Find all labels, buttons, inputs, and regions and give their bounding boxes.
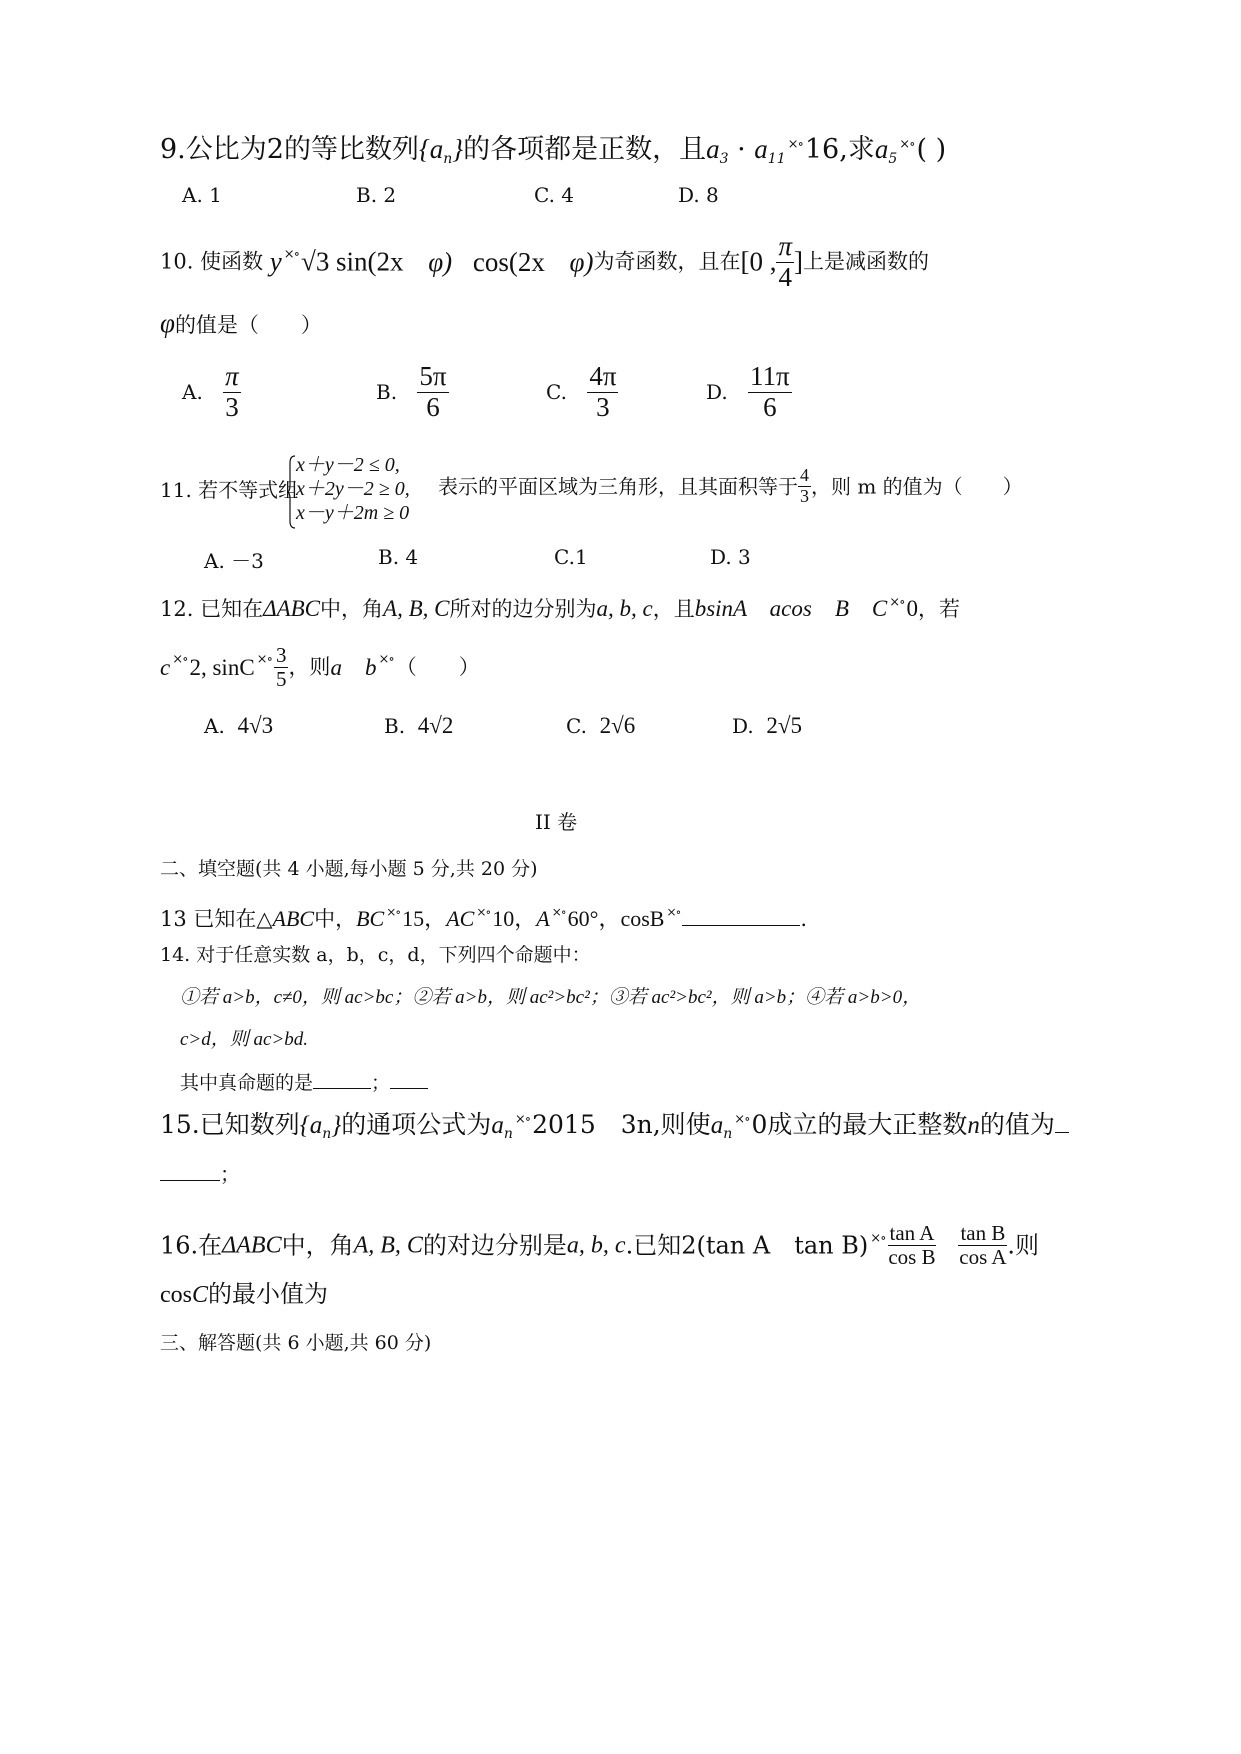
q13-a-val: 60°，	[567, 906, 621, 931]
q12-text: 12. 已知在	[160, 597, 264, 621]
q10-option-c	[546, 362, 618, 422]
q9-a11: a	[754, 134, 768, 164]
q11-four-thirds	[798, 466, 811, 507]
q16-cos: cos	[160, 1282, 192, 1308]
q13-text-2: 中，	[314, 907, 357, 931]
q10-opt-c-den: 3	[596, 391, 610, 422]
q15-text-3: 0成立的最大正整数	[751, 1110, 968, 1139]
question-15	[160, 1112, 1069, 1141]
q14-prompt: 其中真命题的是	[180, 1072, 314, 1094]
q10-opt-d-frac	[748, 362, 792, 422]
q10-line2	[160, 310, 322, 337]
q16-c: C	[192, 1282, 209, 1308]
q10-opt-d-num: 11π	[750, 361, 790, 391]
q10-sin: sin(2x	[336, 246, 404, 277]
q16-frac-2	[958, 1222, 1007, 1269]
q10-option-d	[706, 362, 792, 422]
q12-text-4: ，且	[652, 597, 695, 621]
q9-dot: ·	[728, 134, 755, 165]
q10-y: y	[269, 246, 282, 277]
q16-text-5: .则	[1007, 1231, 1039, 1260]
q10-tail: 上是减函数的	[802, 249, 929, 274]
q15-val: 2015 3n,则使	[532, 1110, 711, 1139]
q15-tail: 的值为	[979, 1110, 1055, 1139]
q10-root: √3	[301, 246, 330, 277]
q16-line-2	[160, 1282, 328, 1307]
q10-opt-a-frac	[223, 362, 241, 422]
question-11-prefix: 11. 若不等式组	[160, 478, 299, 502]
q9-eq-glyph: ×∘	[787, 137, 803, 152]
q15-text: 15.已知数列	[160, 1110, 300, 1139]
question-13	[160, 906, 807, 930]
q10-opt-a-label: A.	[182, 380, 203, 405]
q15-sub-n: n	[322, 1126, 332, 1142]
q15-answer-blank-start[interactable]	[1055, 1114, 1069, 1133]
q11-continued	[438, 466, 1023, 507]
q9-option-a: A. 1	[182, 183, 222, 207]
q12-triangle: ΔABC	[263, 596, 321, 621]
q12-opt-b-val: 4√2	[417, 713, 454, 738]
q14-line-2: ①若 a>b，c≠0，则 ac>bc；②若 a>b，则 ac²>bc²；③若 ac²>bc²，则 a>b；④若 a>b>0，	[180, 987, 922, 1008]
q12-eq-glyph-4: ×∘	[378, 652, 394, 668]
q10-option-b	[376, 362, 449, 422]
q9-a5: a	[874, 134, 889, 164]
q11-option-a: A. －3	[204, 549, 264, 573]
q13-eq-glyph-1: ×∘	[386, 905, 401, 919]
q12-line2	[160, 644, 480, 691]
q12-eq-glyph: ×∘	[889, 595, 905, 610]
q15-sub-n-2: n	[503, 1126, 513, 1142]
q12-sides: a, b, c	[596, 596, 653, 621]
q16-sides: a, b, c	[566, 1232, 626, 1259]
q13-bc: BC	[356, 906, 385, 931]
q10-opt-c-num: 4π	[589, 361, 617, 391]
q16-text-2: 中，角	[281, 1231, 354, 1260]
q12-opt-a-label: A.	[204, 714, 225, 738]
q15-text-2: 的通项公式为	[341, 1110, 492, 1139]
q12-opt-c-val: 2√6	[599, 713, 636, 738]
q12-option-a	[204, 713, 273, 739]
q16-frac-1	[888, 1222, 937, 1269]
q9-sub-3: 3	[719, 151, 729, 167]
section-2-heading: 二、填空题(共 4 小题,每小题 5 分,共 20 分)	[160, 858, 538, 880]
q13-eq-glyph-4: ×∘	[666, 905, 681, 919]
q15-eq-glyph: ×∘	[514, 1112, 531, 1127]
q12-zero: 0	[906, 596, 918, 621]
q9-text: 9.公比为2的等比数列	[160, 134, 419, 165]
q12-option-d	[732, 713, 802, 739]
q10-eq-glyph: ×∘	[283, 246, 300, 262]
q9-text-mid: 的各项都是正数，且	[463, 134, 707, 165]
question-9	[160, 136, 946, 166]
q11-tail: ，则 m 的值为（ ）	[811, 474, 1023, 499]
q11-option-b: B. 4	[378, 545, 419, 569]
q9-eq-glyph-2: ×∘	[899, 137, 915, 152]
q15-eq-glyph-2: ×∘	[734, 1112, 750, 1127]
q10-opt-a-den: 3	[225, 391, 239, 422]
question-16	[160, 1222, 1039, 1269]
q12-c: c	[160, 655, 171, 681]
section-3-heading: 三、解答题(共 6 小题,共 60 分)	[160, 1332, 432, 1354]
q15-sep: ；	[220, 1162, 240, 1186]
part-2-title: II 卷	[535, 810, 578, 834]
q10-opt-c-frac	[587, 362, 618, 422]
q10-pi: π	[778, 231, 792, 261]
q9-a3: a	[706, 134, 720, 164]
q13-tail: .	[800, 907, 808, 931]
q15-sub-n-3: n	[723, 1126, 733, 1142]
q10-line2-phi: φ	[160, 308, 175, 338]
q16-text-min: 的最小值为	[208, 1280, 329, 1308]
q12-text-then: ，则	[288, 655, 331, 680]
q13-bc-val: 15，	[402, 906, 447, 931]
q15-line-2	[160, 1164, 240, 1184]
q12-opt-c-label: C.	[566, 714, 587, 738]
q13-cos: cosB	[620, 906, 665, 931]
q16-f1-num: tan A	[889, 1221, 935, 1245]
q11-den: 3	[800, 485, 809, 506]
q13-answer-blank[interactable]	[682, 907, 800, 926]
q12-sinc: 2, sinC	[189, 655, 255, 681]
q12-option-c	[566, 713, 635, 739]
q10-opt-d-label: D.	[706, 380, 728, 405]
q12-tail: （ ）	[395, 655, 480, 680]
q11-option-c: C.1	[554, 545, 588, 569]
q15-an-2: a	[710, 1112, 724, 1139]
q12-den: 5	[275, 667, 287, 692]
q12-text-2: 中，角	[320, 597, 384, 621]
q15-seq: {a	[299, 1112, 323, 1139]
q14-answer-blank-2[interactable]	[390, 1072, 428, 1089]
q16-text-3: 的对边分别是	[422, 1231, 567, 1260]
q13-ac-val: 10，	[492, 906, 537, 931]
q12-eq-glyph-2: ×∘	[172, 652, 188, 668]
q10-line2-text: 的值是（ ）	[174, 313, 322, 337]
q13-eq-glyph-3: ×∘	[551, 905, 566, 919]
q10-phi-2: φ)	[569, 246, 594, 277]
q16-f1-den: cos B	[888, 1245, 936, 1270]
q13-a: A	[536, 906, 550, 931]
q13-triangle: ABC	[272, 906, 315, 931]
q10-opt-c-label: C.	[546, 380, 567, 405]
q9-sub-5: 5	[888, 151, 898, 167]
q10-opt-d-den: 6	[763, 391, 777, 422]
q11-sys-line-1: x＋y－2 ≤ 0,	[296, 454, 400, 476]
q15-answer-blank[interactable]	[160, 1164, 220, 1181]
q12-opt-d-val: 2√5	[766, 713, 803, 738]
q9-option-d: D. 8	[678, 183, 719, 207]
q16-f2-den: cos A	[959, 1245, 1007, 1270]
q10-opt-b-frac	[417, 362, 448, 422]
q12-text-3: 所对的边分别为	[449, 597, 597, 621]
q9-seq-close: }	[452, 134, 464, 164]
q12-expr: bsinA acos B C	[694, 596, 888, 621]
q14-line-3: c>d，则 ac>bd.	[180, 1029, 309, 1050]
q9-option-c: C. 4	[534, 183, 575, 207]
q10-interval-close: ]	[793, 246, 803, 277]
q11-system	[286, 453, 410, 525]
q11-text-mid: 表示的平面区域为三角形，且其面积等于	[438, 474, 798, 499]
q16-eq-glyph: ×∘	[870, 1231, 886, 1247]
q10-pi-over-4	[776, 232, 794, 292]
q12-angles: A, B, C	[383, 596, 450, 621]
q13-text: 13 已知在△	[160, 907, 273, 931]
q9-seq: {a	[418, 134, 444, 164]
question-10	[160, 232, 929, 292]
q14-line-1: 14. 对于任意实数 a，b，c，d，下列四个命题中：	[160, 944, 591, 966]
q10-opt-b-num: 5π	[419, 361, 447, 391]
q10-option-a	[182, 362, 241, 422]
q15-seq-close: }	[331, 1112, 342, 1139]
q12-option-b	[384, 713, 453, 739]
q12-opt-b-label: B.	[384, 714, 406, 738]
q11-sys-line-3: x－y＋2m ≥ 0	[296, 502, 410, 524]
q9-option-b: B. 2	[356, 183, 397, 207]
q15-n: n	[967, 1112, 980, 1139]
q12-eq-glyph-3: ×∘	[256, 652, 272, 668]
q10-opt-b-label: B.	[376, 380, 398, 405]
q9-val: 16,求	[804, 134, 875, 165]
q10-cos: cos(2x	[472, 246, 545, 277]
q13-eq-glyph-2: ×∘	[476, 905, 491, 919]
q12-ab: a b	[330, 655, 377, 681]
q10-opt-b-den: 6	[426, 391, 440, 422]
q9-sub-11: 11	[767, 151, 786, 167]
q11-sys-line-2: x＋2y－2 ≥ 0,	[296, 478, 410, 500]
q12-opt-d-label: D.	[732, 714, 754, 738]
q10-text-mid: 为奇函数，且在	[593, 249, 741, 274]
q16-f2-num: tan B	[960, 1221, 1006, 1245]
q15-an: a	[491, 1112, 504, 1139]
q11-num: 4	[800, 465, 809, 485]
q16-triangle: ΔABC	[222, 1232, 282, 1259]
q9-tail: ( )	[916, 134, 947, 165]
q16-text: 16.在	[160, 1231, 223, 1260]
q14-line-4	[180, 1072, 428, 1093]
q12-three-fifths	[274, 644, 289, 691]
q14-answer-blank-1[interactable]	[313, 1072, 371, 1089]
q11-option-d: D. 3	[710, 545, 751, 569]
q10-four: 4	[778, 261, 792, 292]
q10-interval-open: [0 ,	[740, 246, 777, 277]
q12-text-5: ，若	[918, 597, 960, 621]
q10-phi: φ)	[428, 246, 453, 277]
q11-brace-icon	[286, 455, 296, 529]
question-12	[160, 596, 960, 620]
q10-opt-a-num: π	[225, 361, 239, 391]
q10-text: 10. 使函数	[160, 249, 264, 274]
q16-angles: A, B, C	[353, 1232, 423, 1259]
q14-sep: ；	[371, 1072, 391, 1094]
q12-opt-a-val: 4√3	[237, 713, 274, 738]
q9-sub-n: n	[443, 151, 453, 167]
q12-num: 3	[275, 643, 287, 667]
q13-ac: AC	[446, 906, 475, 931]
q16-text-4: .已知2(tan A tan B)	[625, 1231, 869, 1260]
